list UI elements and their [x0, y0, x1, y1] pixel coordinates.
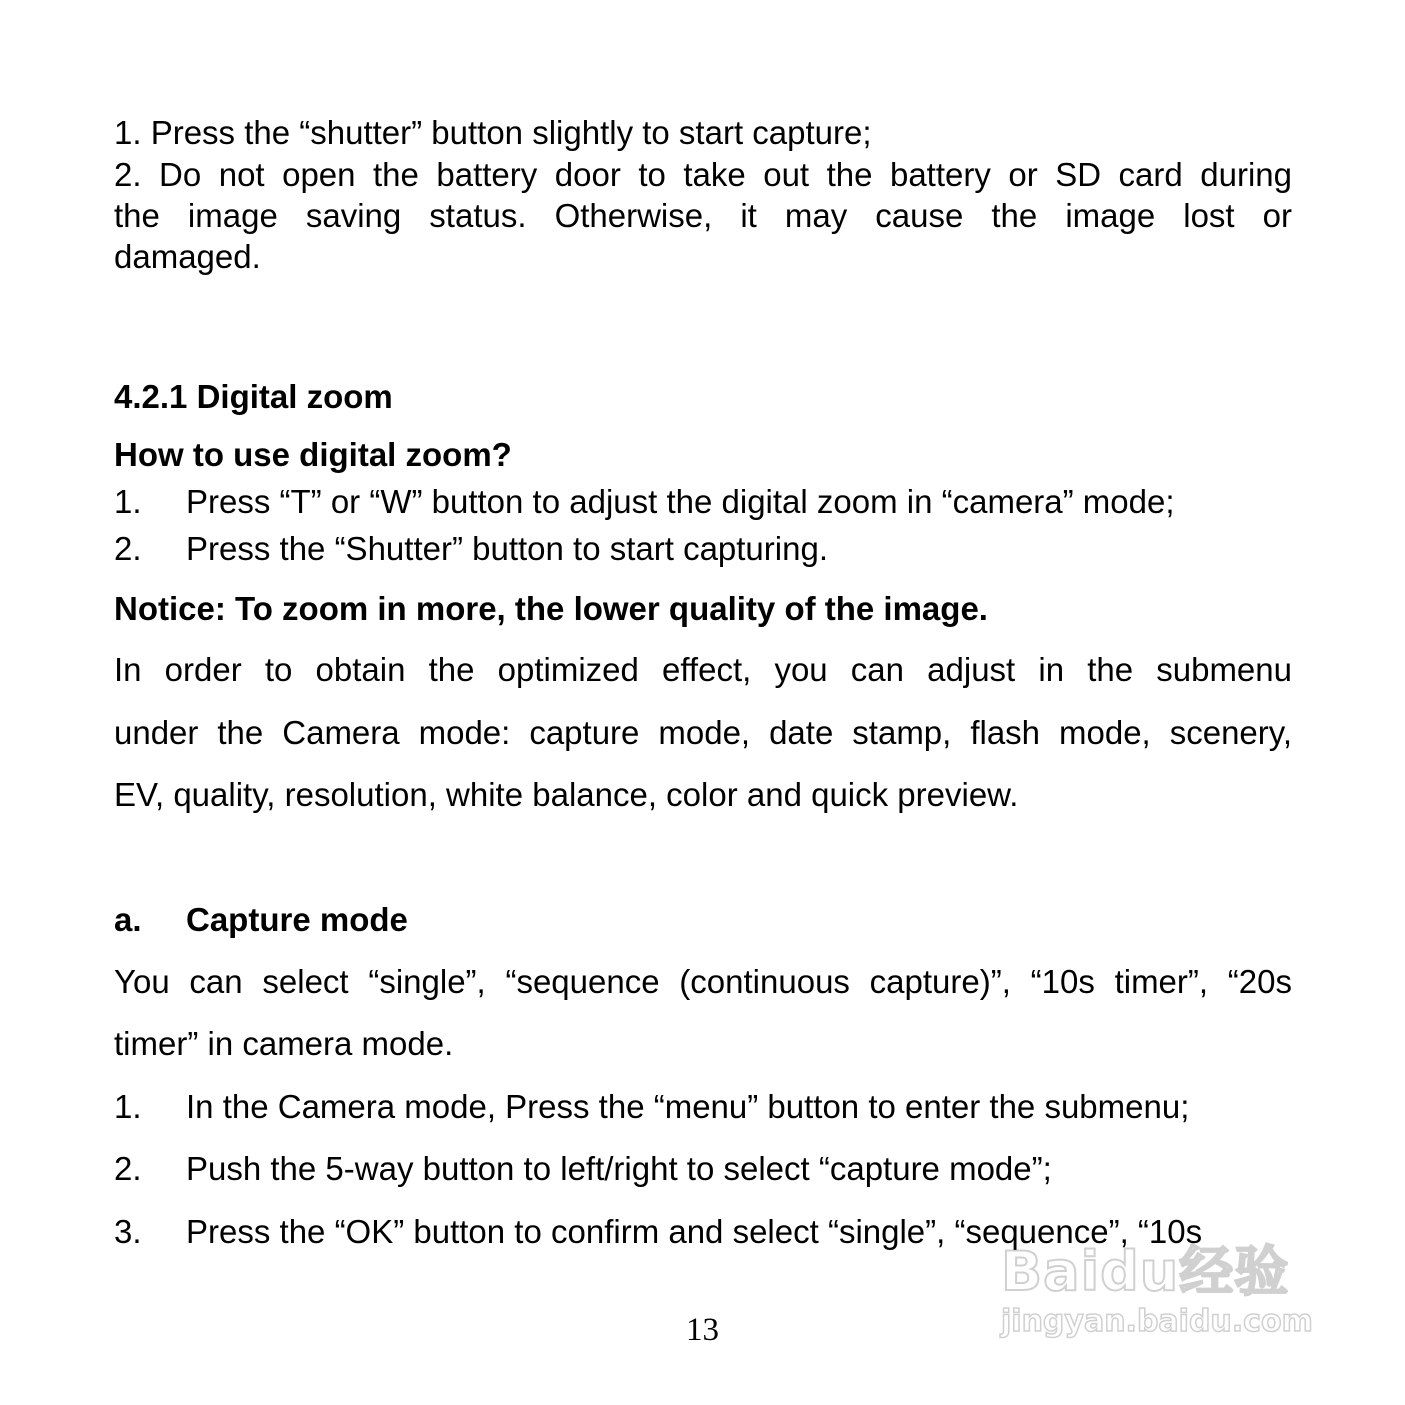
optimize-para-line-1: In order to obtain the optimized effect, you can adjust in the submenu [114, 651, 1292, 688]
step-number: 1. [114, 1088, 142, 1125]
notice-text: Notice: To zoom in more, the lower quality of the image. [114, 590, 988, 627]
step-text: Push the 5-way button to left/right to select “capture mode”; [186, 1150, 1052, 1187]
capture-para-line-2: timer” in camera mode. [114, 1025, 454, 1062]
page-number: 13 [686, 1312, 719, 1348]
optimize-para-line-2: under the Camera mode: capture mode, date stamp, flash mode, scenery, [114, 714, 1292, 751]
section-subheading: How to use digital zoom? [114, 436, 512, 473]
step-text: Press the “OK” button to confirm and select “single”, “sequence”, “10s [186, 1213, 1203, 1250]
step-text: Press “T” or “W” button to adjust the digital zoom in “camera” mode; [186, 483, 1175, 520]
intro-line-2c: damaged. [114, 238, 261, 275]
capture-mode-heading [114, 900, 1292, 940]
step-text: Press the “Shutter” button to start capturing. [186, 530, 828, 567]
heading-text: Capture mode [186, 901, 408, 938]
intro-line-1: 1. Press the “shutter” button slightly to start capture; [114, 114, 872, 151]
step-text: In the Camera mode, Press the “menu” button to enter the submenu; [186, 1088, 1190, 1125]
zoom-step-1 [114, 482, 1292, 522]
watermark-logo: Baidu经验 [1001, 1240, 1290, 1303]
watermark-url: jingyan.baidu.com [1001, 1304, 1313, 1339]
capture-step-2 [114, 1149, 1292, 1189]
intro-line-2a: 2. Do not open the battery door to take out the battery or SD card during [114, 156, 1292, 193]
intro-line-2b: the image saving status. Otherwise, it may cause the image lost or [114, 197, 1292, 234]
baidu-watermark [995, 1240, 1325, 1350]
step-number: 3. [114, 1213, 142, 1250]
capture-para-line-1: You can select “single”, “sequence (continuous capture)”, “10s timer”, “20s [114, 963, 1292, 1000]
section-heading: 4.2.1 Digital zoom [114, 378, 393, 415]
step-number: 1. [114, 483, 142, 520]
capture-step-1 [114, 1087, 1292, 1127]
zoom-step-2 [114, 529, 1292, 569]
heading-letter: a. [114, 901, 142, 938]
step-number: 2. [114, 1150, 142, 1187]
optimize-para-line-3: EV, quality, resolution, white balance, color and quick preview. [114, 776, 1019, 813]
step-number: 2. [114, 530, 142, 567]
